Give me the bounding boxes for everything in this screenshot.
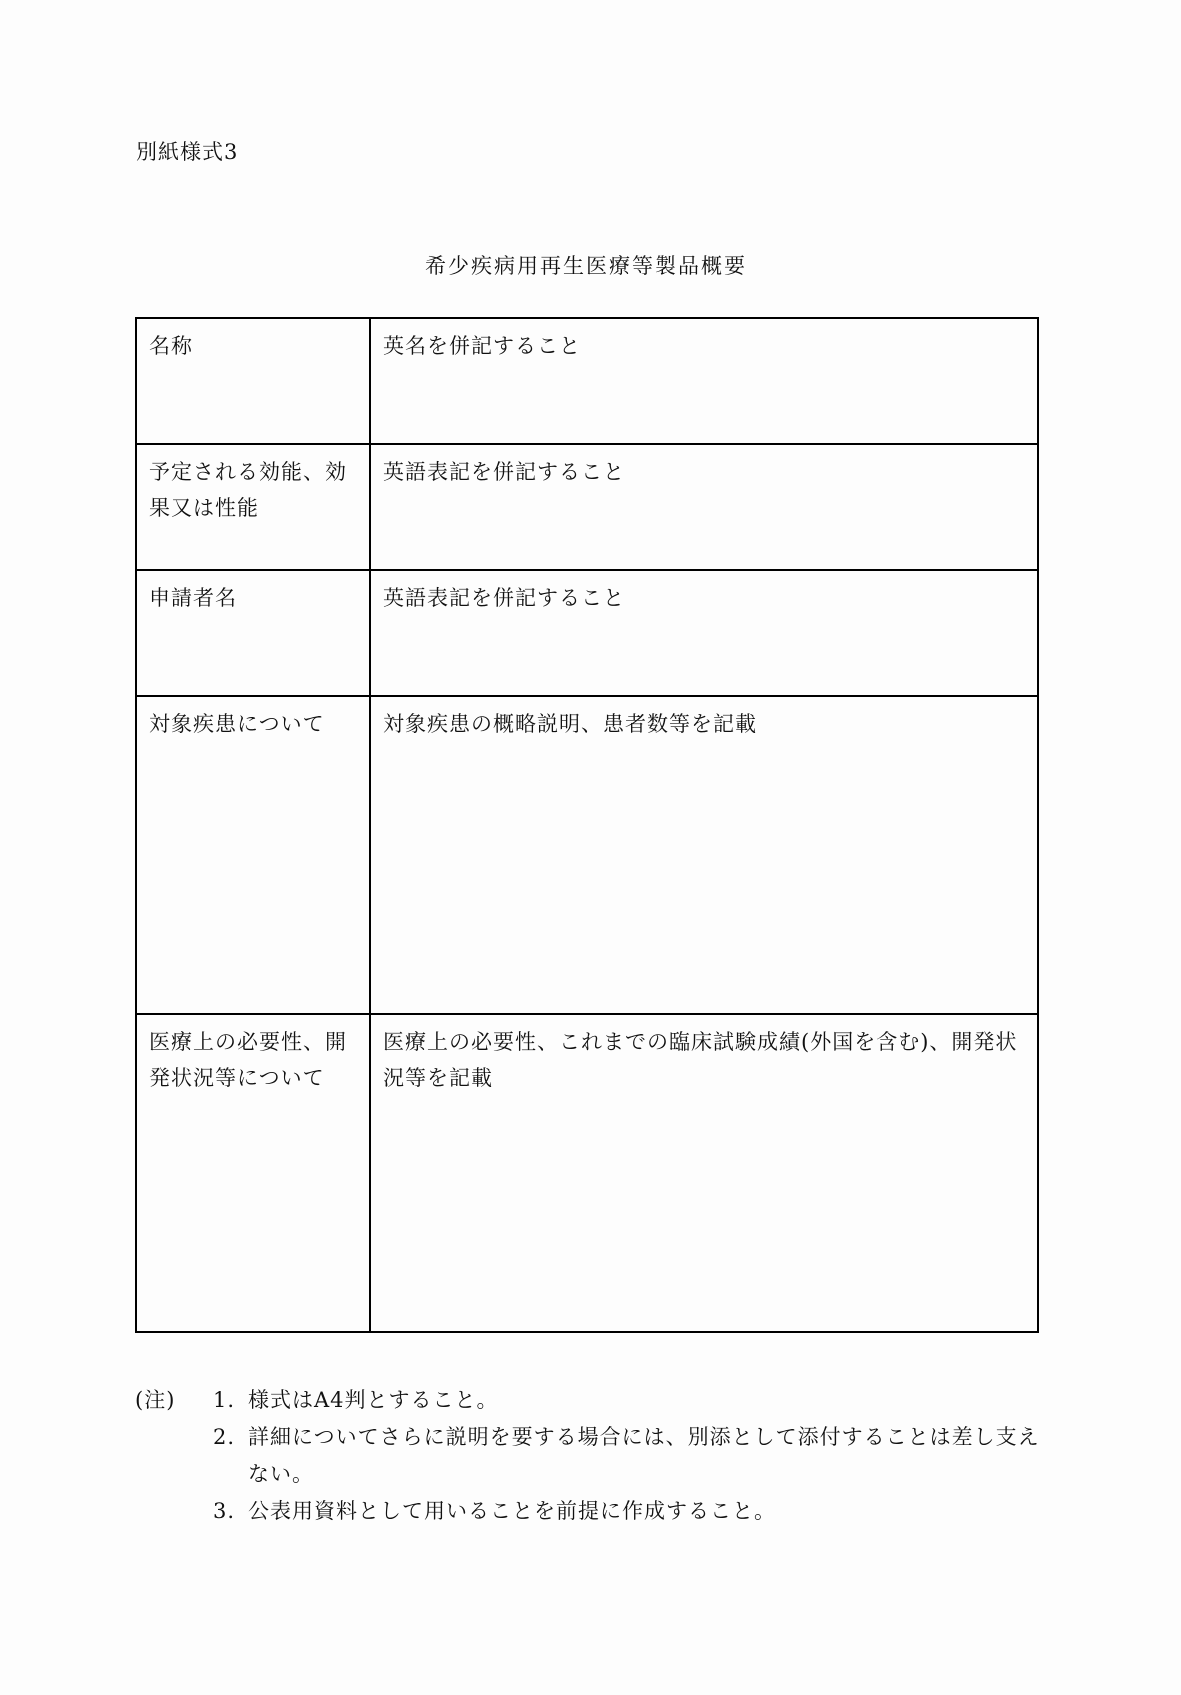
row-value-cell: 対象疾患の概略説明、患者数等を記載: [370, 696, 1038, 1014]
note-text: 詳細についてさらに説明を要する場合には、別添として添付することは差し支えない。: [248, 1425, 1040, 1486]
note-text: 公表用資料として用いることを前提に作成すること。: [248, 1499, 776, 1523]
form-number-label: 別紙様式3: [136, 140, 239, 164]
note-number: 2.: [213, 1425, 236, 1449]
note-text: 様式はA4判とすること。: [248, 1388, 499, 1412]
table-row: [136, 1014, 1038, 1332]
row-label-cell: 名称: [136, 318, 370, 444]
note-number: 3.: [213, 1499, 236, 1523]
row-value-cell: 英語表記を併記すること: [370, 570, 1038, 696]
table-row: [136, 570, 1038, 696]
notes-row: [135, 1382, 1065, 1530]
note-item: [213, 1382, 1065, 1419]
document-title: 希少疾病用再生医療等製品概要: [425, 254, 747, 278]
row-label-cell: 申請者名: [136, 570, 370, 696]
row-value-cell: 英名を併記すること: [370, 318, 1038, 444]
row-label-cell: 医療上の必要性、開発状況等について: [136, 1014, 370, 1332]
notes-section: [135, 1382, 1065, 1530]
table-row: [136, 444, 1038, 570]
note-item: [213, 1419, 1065, 1493]
row-value-cell: 英語表記を併記すること: [370, 444, 1038, 570]
note-items: [213, 1382, 1065, 1530]
table-row: [136, 318, 1038, 444]
note-marker: (注): [135, 1388, 176, 1412]
note-item: [213, 1493, 1065, 1530]
row-value-cell: 医療上の必要性、これまでの臨床試験成績(外国を含む)、開発状況等を記載: [370, 1014, 1038, 1332]
summary-table: [135, 317, 1039, 1333]
table-row: [136, 696, 1038, 1014]
row-label-cell: 予定される効能、効果又は性能: [136, 444, 370, 570]
row-label-cell: 対象疾患について: [136, 696, 370, 1014]
note-number: 1.: [213, 1388, 236, 1412]
